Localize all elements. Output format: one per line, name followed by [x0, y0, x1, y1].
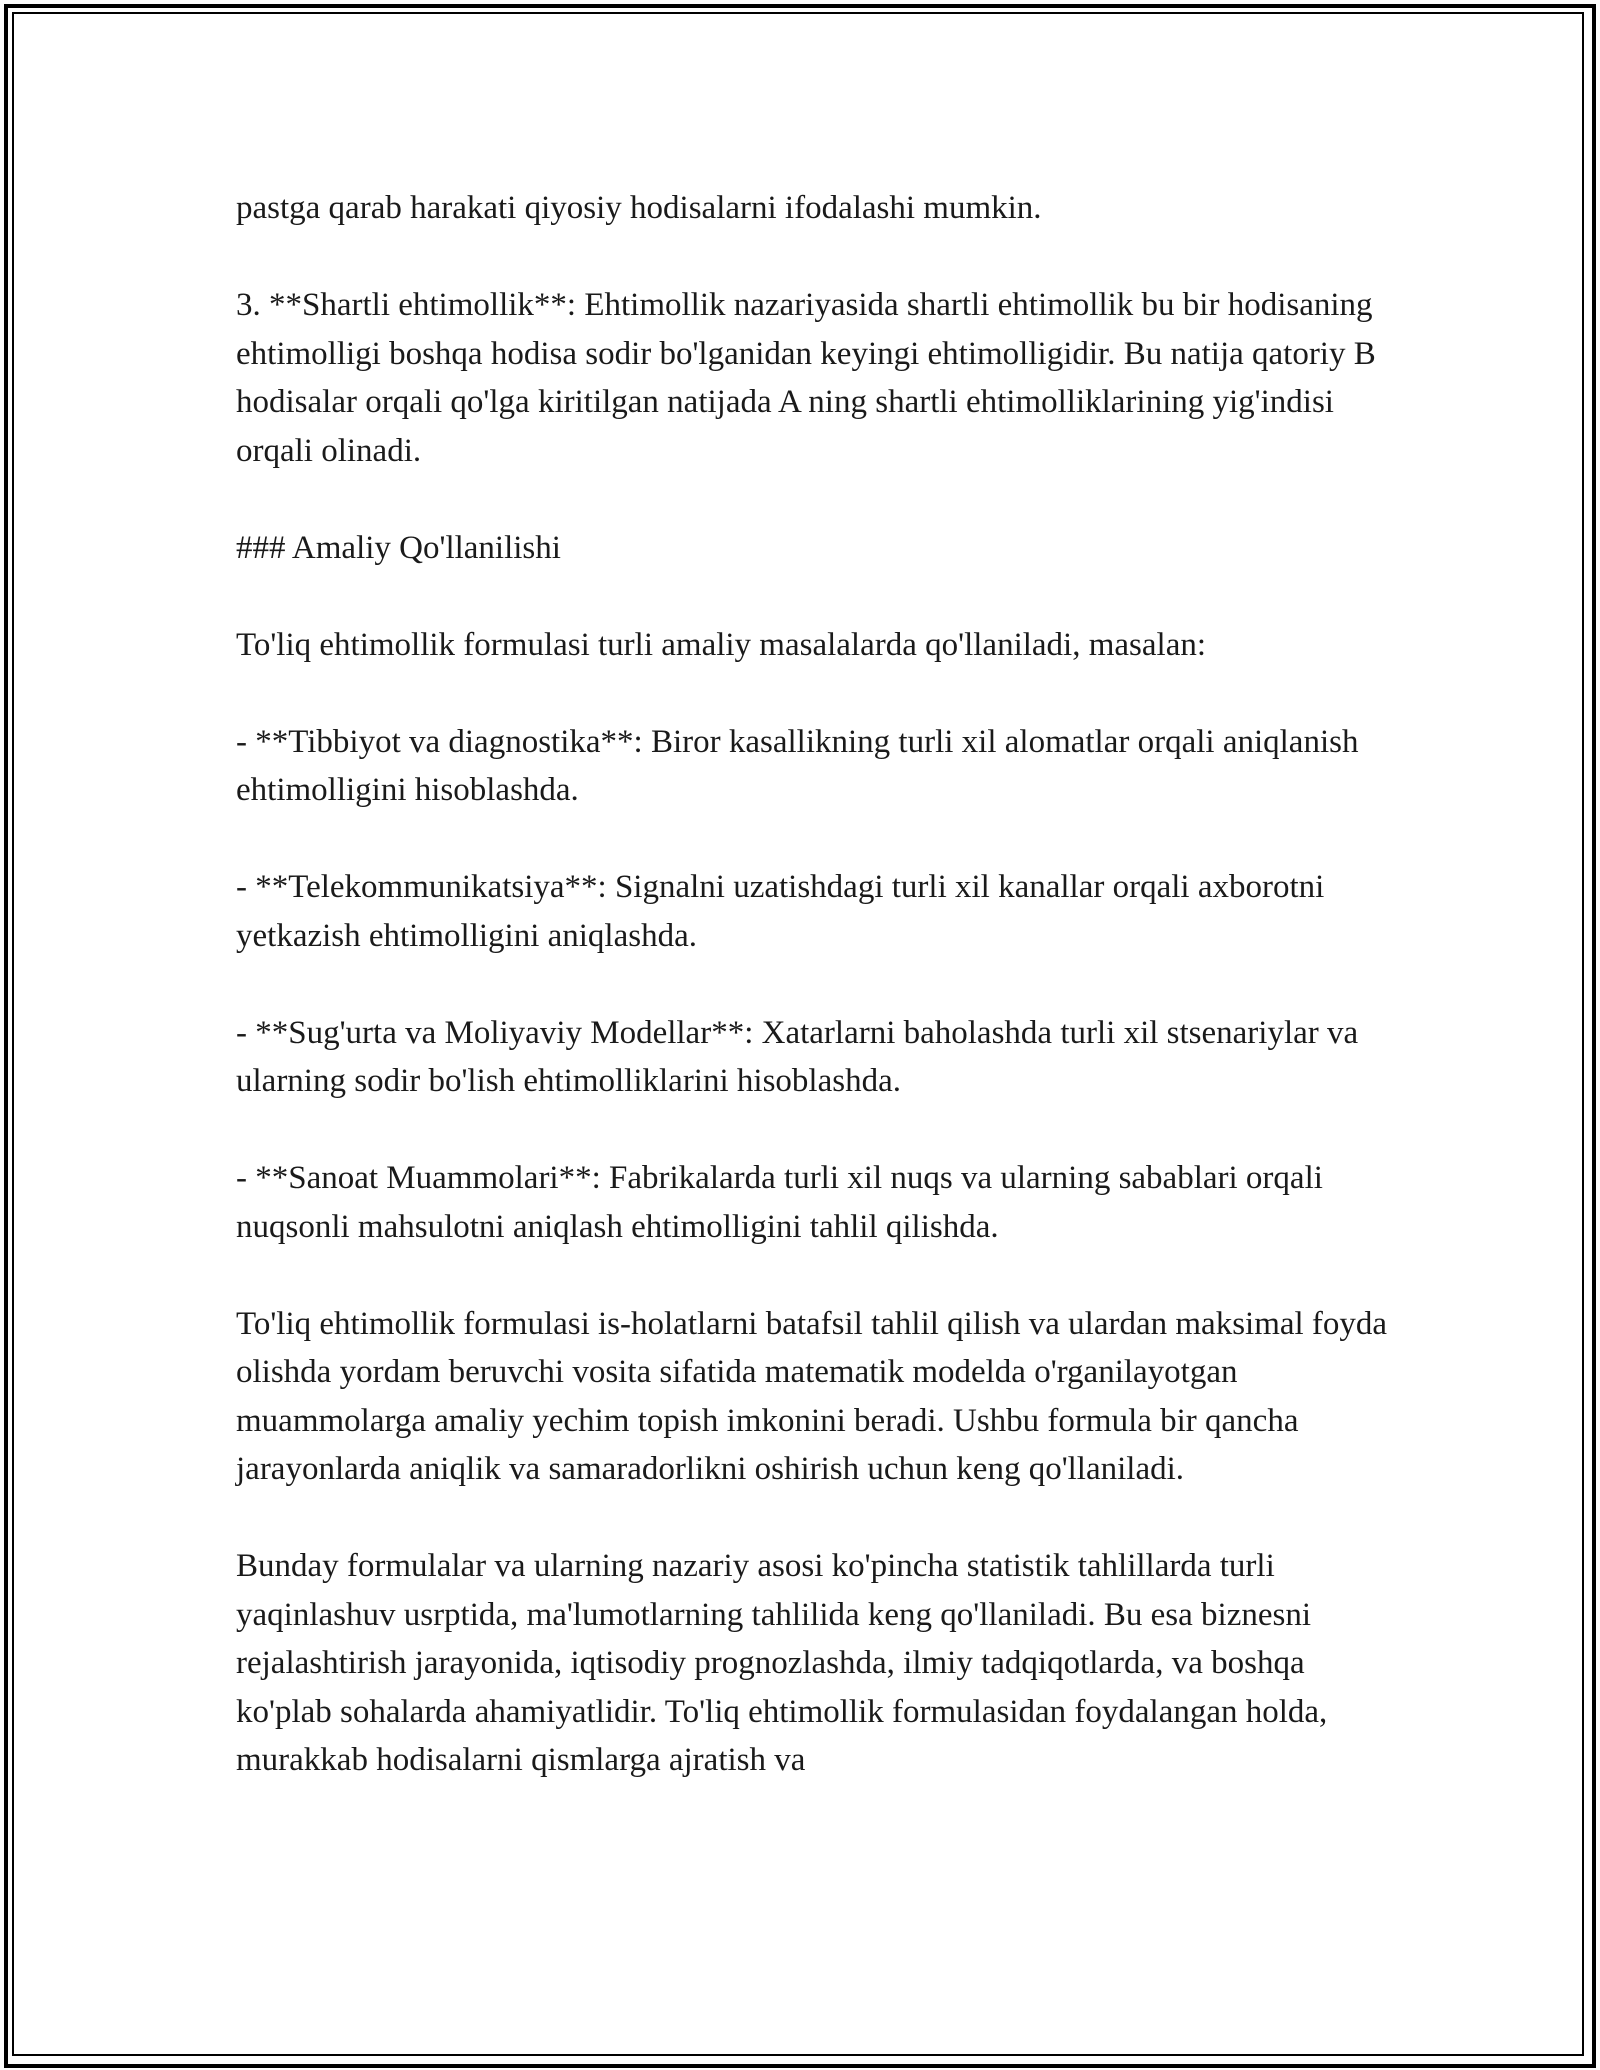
paragraph-applications-intro: To'liq ehtimollik formulasi turli amaliy masalalarda qo'llaniladi, masalan: — [236, 626, 1207, 663]
paragraph-summary: To'liq ehtimollik formulasi is-holatlarni batafsil tahlil qilish va ulardan maksimal foyda olishda yordam beruvchi vosita sifatida matematik modelda o'rganilayotgan muammolarga amaliy yechim topish imkonini beradi. Ushbu formula bir qancha jarayonlarda aniqlik va samaradorlikni oshirish uchun keng qo'llaniladi. — [236, 1305, 1388, 1487]
document-body — [236, 184, 1396, 1785]
paragraph-theory-usage: Bunday formulalar va ularning nazariy asosi ko'pincha statistik tahlillarda turli yaqinlashuv usrptida, ma'lumotlarning tahlilida keng qo'llaniladi. Bu esa biznesni rejalashtirish jarayonida, iqtisodiy prognozlashda, ilmiy tadqiqotlarda, va boshqa ko'plab sohalarda ahamiyatlidir. To'liq ehtimollik formulasidan foydalangan holda, murakkab hodisalarni qismlarga ajratish va — [236, 1548, 1328, 1778]
list-item-industry: - **Sanoat Muammolari**: Fabrikalarda turli xil nuqs va ularning sabablari orqali nuqsonli mahsulotni aniqlash ehtimolligini tahlil qilishda. — [236, 1160, 1323, 1245]
section-heading-practical-applications: ### Amaliy Qo'llanilishi — [236, 529, 561, 566]
list-item-medicine: - **Tibbiyot va diagnostika**: Biror kasallikning turli xil alomatlar orqali aniqlanish ehtimolligini hisoblashda. — [236, 723, 1359, 808]
paragraph-continuation: pastga qarab harakati qiyosiy hodisalarni ifodalashi mumkin. — [236, 190, 1042, 226]
list-item-insurance-finance: - **Sug'urta va Moliyaviy Modellar**: Xatarlarni baholashda turli xil stsenariylar va ularning sodir bo'lish ehtimolliklarini hisoblashda. — [236, 1014, 1359, 1099]
paragraph-conditional-probability: 3. **Shartli ehtimollik**: Ehtimollik nazariyasida shartli ehtimollik bu bir hodisaning ehtimolligi boshqa hodisa sodir bo'lganidan keyingi ehtimolligidir. Bu natija qatoriy B hodisalar orqali qo'lga kiritilgan natijada A ning shartli ehtimolliklarining yig'indisi orqali olinadi. — [236, 287, 1376, 469]
list-item-telecommunications: - **Telekommunikatsiya**: Signalni uzatishdagi turli xil kanallar orqali axborotni yetkazish ehtimolligini aniqlashda. — [236, 869, 1325, 954]
